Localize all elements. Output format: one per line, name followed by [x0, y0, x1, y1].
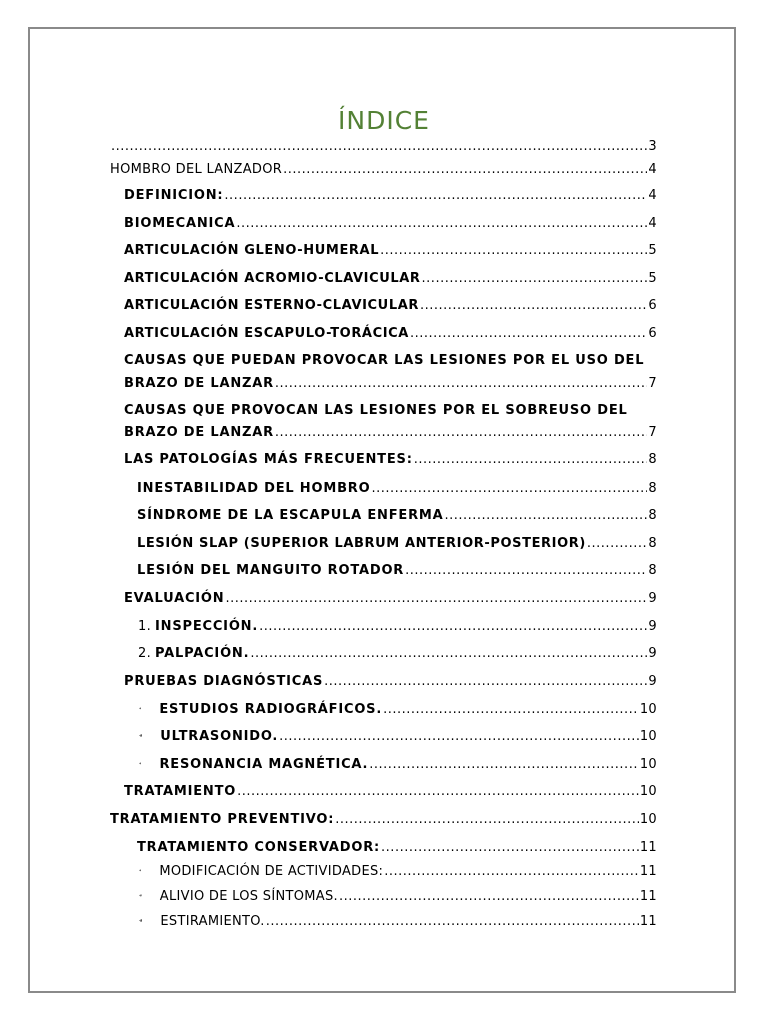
toc-entry-alivio[interactable]: ALIVIO DE LOS SÍNTOMAS. ..... 11 — [139, 889, 657, 905]
toc-entry-patologias[interactable]: LAS PATOLOGÍAS MÁS FRECUENTES: ..... 8 — [124, 452, 657, 468]
page-number: 9 — [648, 591, 657, 606]
hand-pointer-icon — [139, 865, 141, 875]
toc-entry-inestabilidad[interactable]: INESTABILIDAD DEL HOMBRO ..... 8 — [137, 481, 657, 497]
toc-entry-tratamiento-preventivo[interactable]: TRATAMIENTO PREVENTIVO: ..... 10 — [110, 812, 657, 828]
page-number: 11 — [639, 840, 657, 855]
toc-entry-estudios-radiograficos[interactable]: ESTUDIOS RADIOGRÁFICOS. ..... 10 — [139, 702, 657, 718]
toc-entry-intro[interactable] — [110, 139, 657, 155]
page-number: 4 — [648, 216, 657, 231]
toc-entry-tratamiento-conservador[interactable]: TRATAMIENTO CONSERVADOR: ..... 11 — [137, 840, 657, 856]
page-number: 10 — [639, 702, 657, 717]
toc-entry-causas-uso[interactable]: BRAZO DE LANZAR ..... 7 — [124, 376, 657, 392]
toc-entry-estiramiento[interactable]: ESTIRAMIENTO. ..... 11 — [139, 914, 657, 930]
hand-pointer-icon — [139, 758, 141, 768]
toc-entry-lesion-slap[interactable]: LESIÓN SLAP (SUPERIOR LABRUM ANTERIOR-POSTERIOR) ..... 8 — [137, 536, 657, 552]
page-number: 6 — [648, 326, 657, 341]
page-number: 3 — [648, 139, 657, 154]
page-number: 4 — [648, 188, 657, 203]
page-title: ÍNDICE — [338, 106, 430, 135]
page-number: 5 — [648, 243, 657, 258]
page-number: 8 — [648, 452, 657, 467]
page-number: 5 — [648, 271, 657, 286]
list-number: 1. — [138, 619, 152, 634]
toc-entry-definicion[interactable]: DEFINICION: ..... 4 — [124, 188, 657, 204]
hand-pointer-icon — [139, 890, 142, 900]
page-number: 8 — [648, 481, 657, 496]
toc-entry-ultrasonido[interactable]: ULTRASONIDO. ..... 10 — [139, 729, 657, 745]
page-number: 11 — [639, 864, 657, 879]
page-number: 10 — [639, 729, 657, 744]
page-number: 4 — [648, 162, 657, 177]
toc-entry-tratamiento[interactable]: TRATAMIENTO ..... 10 — [124, 784, 657, 800]
toc-entry-biomecanica[interactable]: BIOMECANICA ..... 4 — [124, 216, 657, 232]
toc-entry-pruebas-diagnosticas[interactable]: PRUEBAS DIAGNÓSTICAS ..... 9 — [124, 674, 657, 690]
toc-entry-sindrome-escapula[interactable]: SÍNDROME DE LA ESCAPULA ENFERMA ..... 8 — [137, 508, 657, 524]
toc-entry-causas-uso-line1[interactable]: CAUSAS QUE PUEDAN PROVOCAR LAS LESIONES POR EL USO DEL — [124, 353, 645, 368]
page-number: 8 — [648, 563, 657, 578]
toc-entry-resonancia[interactable]: RESONANCIA MAGNÉTICA. ..... 10 — [139, 757, 657, 773]
toc-entry-modificacion[interactable]: MODIFICACIÓN DE ACTIVIDADES: ..... 11 — [139, 864, 657, 880]
toc-entry-causas-sobreuso[interactable]: BRAZO DE LANZAR ..... 7 — [124, 425, 657, 441]
toc-entry-acromio-clavicular[interactable]: ARTICULACIÓN ACROMIO-CLAVICULAR ..... 5 — [124, 271, 657, 287]
toc-entry-escapulo-toracica[interactable]: ARTICULACIÓN ESCAPULO-TORÁCICA ..... 6 — [124, 326, 657, 342]
hand-pointer-icon — [139, 703, 141, 713]
page-number: 8 — [648, 508, 657, 523]
toc-entry-evaluacion[interactable]: EVALUACIÓN ..... 9 — [124, 591, 657, 607]
page-number: 9 — [648, 674, 657, 689]
page-number: 6 — [648, 298, 657, 313]
list-number: 2. — [138, 646, 152, 661]
page-number: 10 — [639, 784, 657, 799]
toc-entry-inspeccion[interactable]: 1. INSPECCIÓN. ..... 9 — [138, 619, 657, 635]
page-number: 10 — [639, 757, 657, 772]
page-number: 11 — [639, 914, 657, 929]
page-number: 7 — [648, 376, 657, 391]
toc-entry-causas-sobreuso-line1[interactable]: CAUSAS QUE PROVOCAN LAS LESIONES POR EL SOBREUSO DEL — [124, 403, 628, 418]
page-number: 10 — [639, 812, 657, 827]
page-number: 9 — [648, 619, 657, 634]
toc-entry-palpacion[interactable]: 2. PALPACIÓN. ..... 9 — [138, 646, 657, 662]
toc-entry-gleno-humeral[interactable]: ARTICULACIÓN GLENO-HUMERAL ..... 5 — [124, 243, 657, 259]
page-number: 7 — [648, 425, 657, 440]
toc-entry-hombro-lanzador[interactable]: HOMBRO DEL LANZADOR ..... 4 — [110, 162, 657, 178]
toc-entry-manguito-rotador[interactable]: LESIÓN DEL MANGUITO ROTADOR ..... 8 — [137, 563, 657, 579]
page-number: 9 — [648, 646, 657, 661]
page-number: 11 — [639, 889, 657, 904]
hand-pointer-icon — [139, 915, 142, 925]
toc-entry-esterno-clavicular[interactable]: ARTICULACIÓN ESTERNO-CLAVICULAR ..... 6 — [124, 298, 657, 314]
hand-pointer-icon — [139, 730, 142, 740]
page-number: 8 — [648, 536, 657, 551]
